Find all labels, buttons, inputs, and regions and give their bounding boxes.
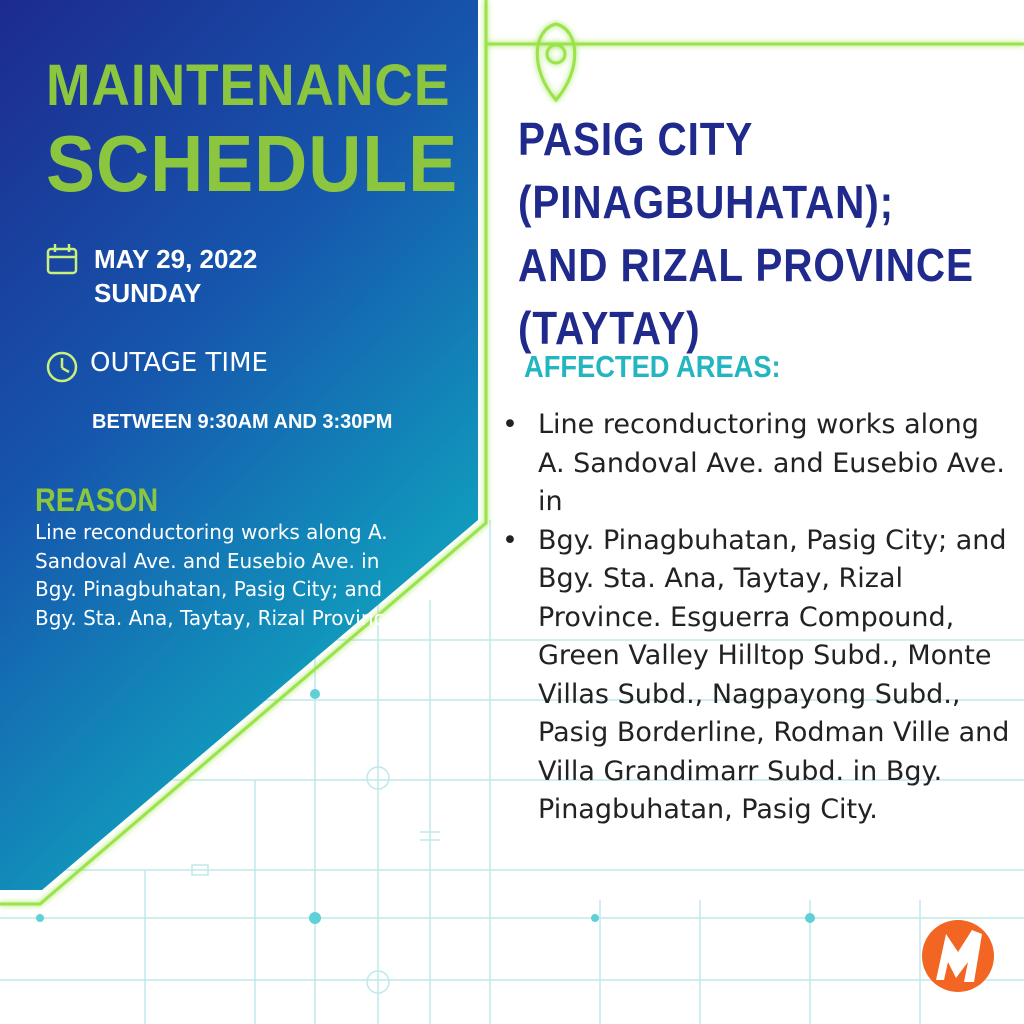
- list-item-text: Line reconductoring works along A. Sandoval Ave. and Eusebio Ave. in: [538, 409, 1005, 517]
- reason-text: Line reconductoring works along A. Sandoval Ave. and Eusebio Ave. in Bgy. Pinagbuhatan, Pasig City; and Bgy. Sta. Ana, Taytay, Rizal Province.: [35, 520, 404, 630]
- location-title-line: (TAYTAY): [518, 302, 701, 354]
- location-title-line: (PINAGBUHATAN);: [518, 176, 894, 228]
- list-item: • Line reconductoring works along A. Sandoval Ave. and Eusebio Ave. in: [502, 409, 1005, 517]
- title-maintenance: MAINTENANCE: [46, 53, 451, 118]
- affected-areas-heading: AFFECTED AREAS:: [524, 349, 781, 384]
- reason-heading: REASON: [35, 482, 159, 518]
- list-item: • Bgy. Pinagbuhatan, Pasig City; and Bgy. Sta. Ana, Taytay, Rizal Province. Esguerra Compound, Green Valley Hilltop Subd., Monte Villas Subd., Nagpayong Subd., Pasig Borderline, Rodman Ville and Villa Grandimarr Subd. in Bgy. Pinagbuhatan, Pasig City.: [502, 524, 1010, 825]
- location-title: [518, 108, 974, 360]
- location-pin-icon: [537, 24, 575, 100]
- meralco-logo-icon: [922, 920, 994, 992]
- affected-areas-list: [500, 406, 1010, 830]
- outage-time-label: OUTAGE TIME: [90, 348, 268, 378]
- title-schedule: SCHEDULE: [46, 119, 459, 208]
- location-title-line: PASIG CITY: [518, 113, 754, 165]
- location-title-line: AND RIZAL PROVINCE: [518, 239, 974, 291]
- list-item-text: Bgy. Pinagbuhatan, Pasig City; and Bgy. Sta. Ana, Taytay, Rizal Province. Esguerra Compound, Green Valley Hilltop Subd., Monte Villas Subd., Nagpayong Subd., Pasig Borderline, Rodman Ville and Villa Grandimarr Subd. in Bgy. Pinagbuhatan, Pasig City.: [538, 524, 1010, 825]
- schedule-day: SUNDAY: [94, 278, 202, 308]
- schedule-date: MAY 29, 2022: [94, 244, 258, 274]
- outage-time-value: BETWEEN 9:30AM AND 3:30PM: [92, 411, 393, 433]
